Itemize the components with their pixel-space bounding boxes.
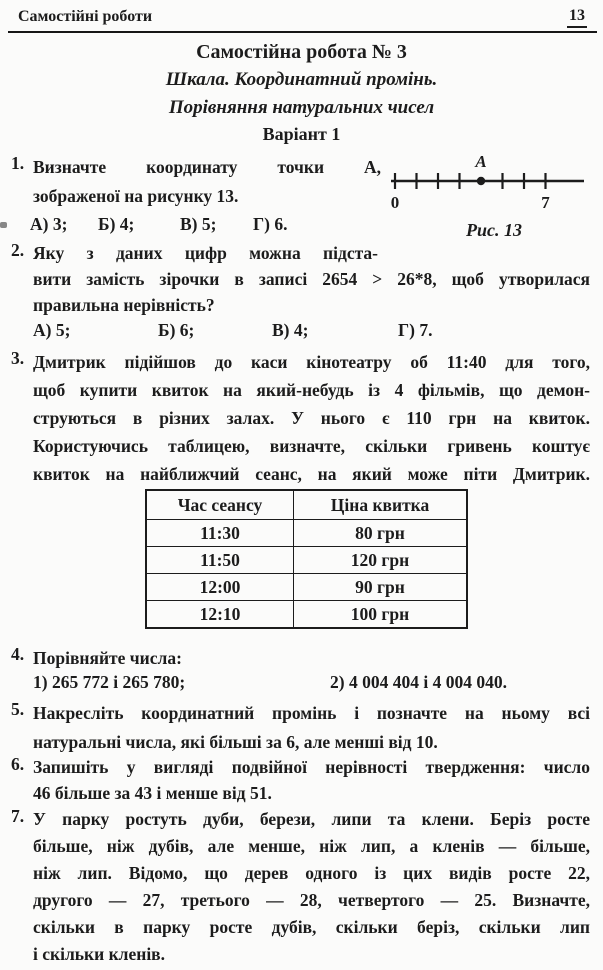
column-header-price: Ціна квитка	[294, 490, 468, 520]
option-b: Б) 4;	[98, 214, 135, 234]
problem-2-text	[33, 240, 590, 318]
option-g: Г) 6.	[253, 214, 288, 234]
option-a: А) 3;	[30, 214, 68, 234]
problem-1-options	[30, 214, 360, 238]
problem-7-line: У парку ростуть дуби, берези, липи та клени. Беріз росте	[33, 809, 590, 829]
header-rule	[8, 31, 597, 33]
problem-7-number: 7.	[11, 806, 25, 826]
problem-7-line: скільки в парку росте дубів, скільки беріз, скільки лип	[33, 917, 590, 937]
compare-item-2: 2) 4 004 404 і 4 004 040.	[330, 672, 507, 692]
problem-3-number: 3.	[11, 348, 25, 368]
ticket-price-table	[145, 489, 468, 629]
problem-4-intro: Порівняйте числа:	[33, 648, 182, 668]
session-time: 11:30	[146, 520, 294, 547]
number-line-drawing	[388, 150, 600, 212]
problem-6-line: Запишіть у вигляді подвійної нерівності твердження: число	[33, 757, 590, 777]
table-row	[146, 601, 467, 629]
problem-2	[0, 240, 603, 348]
problem-7-line: і скільки кленів.	[33, 944, 166, 964]
problem-4-items	[33, 672, 590, 696]
page-number: 13	[567, 7, 587, 28]
problem-5-text	[33, 699, 590, 757]
problem-2-number: 2.	[11, 240, 25, 260]
problem-2-line: правильна нерівність?	[33, 295, 215, 315]
option-a: А) 5;	[33, 320, 71, 340]
problem-5-number: 5.	[11, 699, 25, 719]
worksheet-subtitle-line2: Порівняння натуральних чисел	[168, 97, 435, 118]
problem-1-text	[33, 153, 381, 211]
problem-4	[0, 644, 603, 700]
table-row	[146, 547, 467, 574]
problem-7-line: другого — 27, третього — 28, четвертого — 25. Визначте,	[33, 890, 590, 910]
problem-3-line: Дмитрик підійшов до каси кінотеатру об 11:40 для того,	[33, 352, 590, 372]
problem-5-line: натуральні числа, які більші за 6, але менші від 10.	[33, 732, 438, 752]
option-v: В) 5;	[180, 214, 217, 234]
ticket-price: 120 грн	[294, 547, 468, 574]
problem-6-text	[33, 754, 590, 806]
problem-3-text	[33, 348, 590, 488]
table-header-row	[146, 490, 467, 520]
problem-7-line: більше, ніж дубів, але менше, ніж лип, а кленів — більше,	[33, 836, 590, 856]
ticket-price: 90 грн	[294, 574, 468, 601]
problem-3-line: Користуючись таблицею, визначте, скільки гривень коштує	[33, 436, 590, 456]
problem-3-line: квиток на найближчий сеанс, на який може піти Дмитрик.	[33, 464, 590, 484]
problem-7-text	[33, 806, 590, 968]
problem-1-line: зображеної на рисунку 13.	[33, 186, 239, 206]
problem-2-line: вити замість зірочки в записі 2654 > 26*8, щоб утворилася	[33, 269, 590, 289]
option-b: Б) 6;	[158, 320, 195, 340]
column-header-time: Час сеансу	[146, 490, 294, 520]
session-time: 12:10	[146, 601, 294, 629]
problem-7-line: ніж лип. Відомо, що дерев одного із цих видів росте 22,	[33, 863, 590, 883]
variant-heading: Варіант 1	[262, 124, 341, 144]
point-A-dot	[477, 177, 485, 185]
problem-1-line: Визначте координату точки А,	[33, 157, 381, 177]
problem-6-number: 6.	[11, 754, 25, 774]
session-time: 12:00	[146, 574, 294, 601]
ticket-price: 100 грн	[294, 601, 468, 629]
problem-3-line: щоб купити квиток на який-небудь із 4 фільмів, що демон-	[33, 380, 590, 400]
problem-3-line: струються в різних залах. У нього є 110 грн на квиток.	[33, 408, 590, 428]
figure-caption: Рис. 13	[466, 220, 522, 240]
problem-4-number: 4.	[11, 644, 25, 664]
problem-2-options	[33, 320, 590, 344]
problem-5-line: Накресліть координатний промінь і позначте на ньому всі	[33, 703, 590, 723]
origin-label: 0	[390, 193, 400, 212]
ticket-price: 80 грн	[294, 520, 468, 547]
session-time: 11:50	[146, 547, 294, 574]
option-g: Г) 7.	[398, 320, 433, 340]
running-header: Самостійні роботи	[18, 8, 153, 25]
problem-6-line: 46 більше за 43 і менше від 51.	[33, 783, 272, 803]
problem-1-number: 1.	[11, 153, 25, 173]
point-A-label: A	[475, 152, 487, 171]
table-row	[146, 574, 467, 601]
problem-2-line: Яку з даних цифр можна підста-	[33, 243, 378, 263]
option-v: В) 4;	[272, 320, 309, 340]
end-label: 7	[541, 193, 550, 212]
compare-item-1: 1) 265 772 і 265 780;	[33, 672, 186, 692]
worksheet-title: Самостійна робота № 3	[196, 41, 407, 63]
table-row	[146, 520, 467, 547]
problem-4-text	[33, 644, 590, 672]
worksheet-subtitle-line1: Шкала. Координатний промінь.	[165, 69, 438, 90]
